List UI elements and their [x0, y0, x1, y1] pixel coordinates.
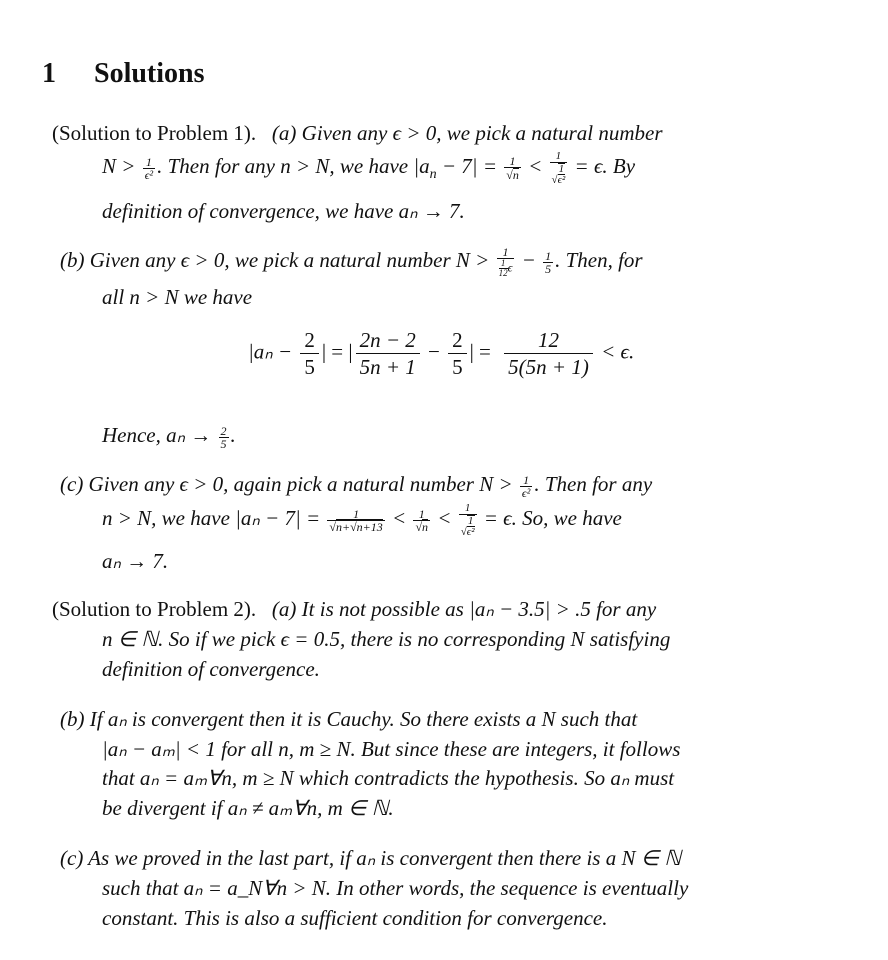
p2-a-line3: definition of convergence.: [102, 657, 320, 681]
p2-b-line2: |aₙ − aₘ| < 1 for all n, m ≥ N. But since these are integers, it follows: [102, 737, 681, 761]
p1-b-text1-pre: (b) Given any ϵ > 0, we pick a natural number N >: [60, 247, 490, 272]
p1-a-line1: [52, 120, 663, 146]
frac-den: 5: [545, 261, 552, 276]
eq-end: < ϵ.: [601, 339, 635, 364]
p1-c-text2-pre: n > N, we have |aₙ − 7| =: [102, 505, 321, 530]
sqrt-arg: n: [512, 168, 519, 182]
eq-num: 2: [448, 327, 467, 354]
p2-c-line1: (c) As we proved in the last part, if aₙ is convergent then there is a N ∈ ℕ: [60, 846, 682, 870]
inner-num: 1: [467, 515, 474, 527]
sqrt-arg: n+√n+13: [336, 519, 383, 534]
frac-one-over-sqrt-inv-eps2-c: [459, 502, 477, 538]
p1-c-line3: aₙ → 7.: [102, 549, 169, 573]
p1-b-text1-post: . Then, for: [555, 247, 643, 272]
eq-lhs: |aₙ −: [248, 339, 293, 364]
p1-a-text2-post: − 7| =: [441, 153, 497, 178]
frac-two-fifths-small: [219, 425, 229, 450]
p1-b-line1: (b) Given any ϵ > 0, we pick a natural number N > 1 $\frac{1}{12}$ ϵ − $\frac{1}{5}$ . Then, for: [60, 245, 643, 278]
frac-num: 2: [220, 423, 227, 438]
p1-a-line2: N > $\frac{1}{\text{ϵ²}}$ . Then for any n > N, we have $|a_n - 7|$ = $\frac{1}{√n}$ < 1 √ $\frac{1}{\text{ϵ²}}$ = ϵ. By: [102, 150, 636, 186]
frac-one-fifth: [543, 250, 553, 275]
frac-one-over-twelfth-eps: [497, 246, 515, 278]
p1-a-text2-end: = ϵ. By: [574, 153, 636, 178]
p2-label: (Solution to Problem 2).: [52, 597, 257, 621]
section-title: Solutions: [94, 58, 205, 89]
frac-den: [497, 259, 515, 278]
p2-c-line3: constant. This is also a sufficient condition for convergence.: [102, 906, 608, 930]
eq-frac-result: [504, 327, 593, 380]
frac-den: ϵ²: [144, 167, 154, 182]
frac-num: 1: [327, 508, 384, 521]
p1-c-line2: n > N, we have |aₙ − 7| = $\frac{1}{√n+√n+13}$ < $\frac{1}{√n}$ < 1 √ $\frac{1}{\text{ϵ²}}$ = ϵ. So, we have: [102, 502, 622, 538]
frac-one-over-eps2: [143, 156, 155, 181]
frac-den: √ $\frac{1}{\text{ϵ²}}$: [460, 515, 475, 538]
frac-num: 1: [497, 246, 515, 259]
frac-one-over-sqrt-n-c: [413, 508, 430, 533]
p2-b-line3: that aₙ = aₘ∀n, m ≥ N which contradicts the hypothesis. So aₙ must: [102, 766, 675, 790]
frac-num: 1: [143, 156, 155, 169]
eq-den: 5: [452, 355, 463, 379]
sqrt-arg: n: [422, 519, 429, 534]
p1-c-text1-pre: (c) Given any ϵ > 0, again pick a natural number N >: [60, 472, 513, 496]
hence-text: Hence, aₙ →: [102, 423, 212, 447]
frac-num: 1: [504, 155, 521, 168]
inner-den: ϵ²: [466, 526, 475, 538]
eq-frac-two-fifths: [300, 327, 319, 380]
p1-a-text2-pre: N >: [102, 153, 136, 178]
p1-label: (Solution to Problem 1).: [52, 121, 257, 145]
p1-b-line2: all n > N we have: [102, 285, 253, 309]
frac-den: 5: [220, 436, 227, 451]
display-equation: [248, 327, 634, 380]
p1-a-line3: definition of convergence, we have aₙ → 7.: [102, 199, 465, 223]
frac-den: √ $\frac{1}{\text{ϵ²}}$: [551, 163, 566, 186]
frac-num: 1: [520, 474, 532, 487]
frac-den: √n: [415, 519, 429, 534]
eq-den: 5: [304, 355, 315, 379]
inner-num: 1: [499, 259, 508, 269]
eq-num: 2: [300, 327, 319, 354]
inner-num: 1: [558, 163, 565, 175]
p1-c-text1-post: . Then for any: [534, 472, 653, 496]
p2-c-line2: such that aₙ = a_N∀n > N. In other words, the sequence is eventually: [102, 876, 689, 900]
inner-den: 12: [498, 268, 508, 278]
frac-num: 1: [550, 150, 568, 163]
p1-c-text2-post: = ϵ. So, we have: [483, 505, 622, 530]
eq-den: 5(5n + 1): [508, 355, 589, 379]
p2-a-line2: n ∈ ℕ. So if we pick ϵ = 0.5, there is no corresponding N satisfying: [102, 627, 671, 651]
eq-den: 5n + 1: [359, 355, 416, 379]
p2-b-line1: (b) If aₙ is convergent then it is Cauchy. So there exists a N such that: [60, 707, 638, 731]
frac-den: ϵ²: [521, 485, 531, 500]
frac-one-over-sqrt-sum: [327, 508, 384, 533]
section-heading: [42, 58, 205, 90]
eq-minus: −: [428, 339, 440, 364]
lt-sign: <: [528, 153, 543, 178]
frac-one-over-sqrt-inv-eps2: [550, 150, 568, 186]
p1-b-hence: Hence, aₙ → $\frac{2}{5}$ .: [102, 423, 236, 451]
eq-frac-main: [356, 327, 420, 380]
eq-num: 12: [504, 327, 593, 354]
section-number: 1: [42, 58, 56, 89]
frac-num: 1: [413, 508, 430, 521]
eq-mid1: | = |: [321, 339, 353, 364]
eq-frac-two-fifths-2: [448, 327, 467, 380]
p2-a-text1: (a) It is not possible as |aₙ − 3.5| > .5 for any: [271, 597, 657, 621]
p1-c-line1: [60, 471, 652, 499]
frac-den: √n: [506, 168, 519, 182]
eps: ϵ: [507, 260, 513, 275]
eq-mid2: | =: [469, 339, 491, 364]
frac-num: 1: [459, 502, 477, 515]
inner-den: ϵ²: [557, 174, 566, 186]
eq-num: 2n − 2: [356, 327, 420, 354]
p2-b-line4: be divergent if aₙ ≠ aₘ∀n, m ∈ ℕ.: [102, 796, 394, 820]
frac-num: 1: [545, 248, 552, 263]
p1-a-text1: (a) Given any ϵ > 0, we pick a natural number: [271, 121, 663, 145]
frac-one-over-sqrt-n: [504, 155, 521, 181]
frac-one-over-eps2-c: [520, 474, 532, 499]
p2-a-line1: [52, 596, 656, 622]
p1-a-text2-mid: . Then for any n > N, we have |a: [157, 153, 430, 178]
frac-den: √n+√n+13: [329, 519, 383, 534]
